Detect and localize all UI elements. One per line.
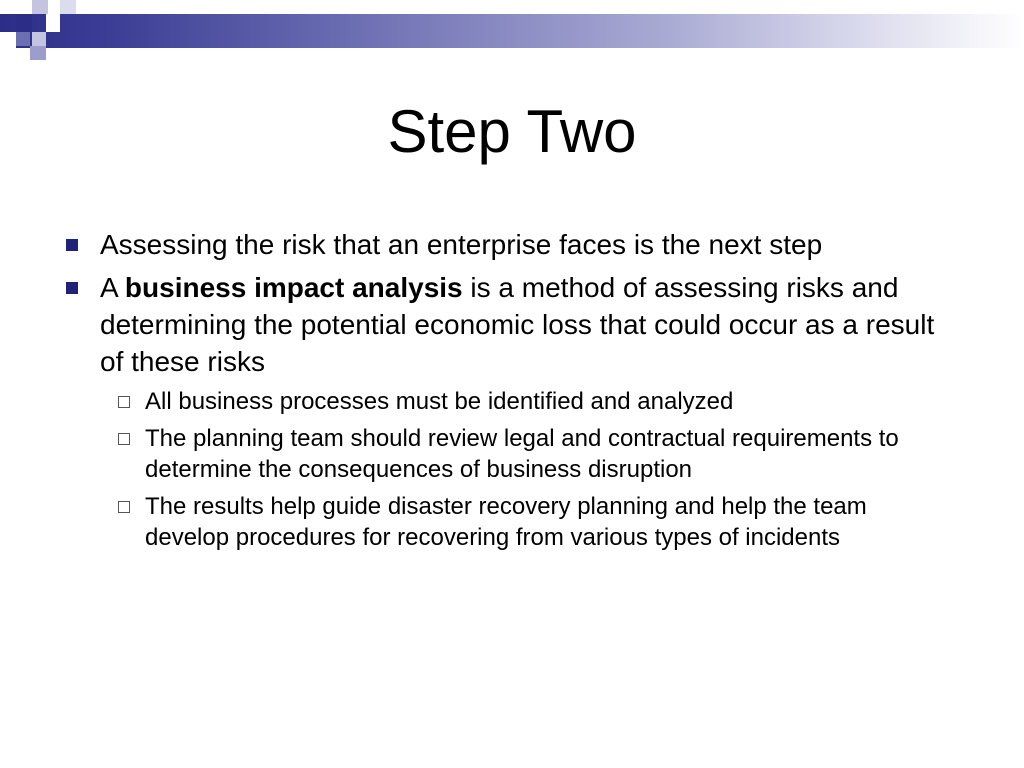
slide-title: Step Two: [387, 98, 637, 165]
bullet-item: [60, 269, 940, 380]
slide-body: [60, 226, 940, 559]
decor-square-dark: [16, 14, 32, 32]
sub-bullet-item: [60, 423, 940, 485]
sub-bullet-text: All business processes must be identified and analyzed: [145, 388, 734, 415]
bullet-text-prefix: A: [100, 272, 125, 303]
hollow-square-bullet-icon: [118, 433, 130, 445]
decor-square-white: [0, 32, 16, 48]
sub-bullet-item: [60, 386, 940, 417]
bullet-text-suffix: is a method of assessing risks and determining the potential economic loss that could occur as a result of these risks: [100, 272, 935, 377]
bullet-item: [60, 226, 940, 263]
square-bullet-icon: [66, 239, 78, 251]
sub-bullet-text: The planning team should review legal and contractual requirements to determine the consequences of business disruption: [145, 425, 899, 483]
hollow-square-bullet-icon: [118, 396, 130, 408]
decor-square-pale: [60, 0, 76, 14]
decor-square-white: [46, 14, 60, 32]
decor-square-light: [32, 32, 46, 46]
decor-square-medium: [16, 32, 30, 46]
bullet-text-bold-term: business impact analysis: [124, 272, 463, 303]
hollow-square-bullet-icon: [118, 501, 130, 513]
bullet-text: Assessing the risk that an enterprise faces is the next step: [100, 229, 823, 260]
decor-square-medium: [30, 46, 46, 60]
sub-bullet-text: The results help guide disaster recovery planning and help the team develop procedures for recovering from various types of incidents: [145, 493, 867, 551]
sub-bullet-item: [60, 491, 940, 553]
square-bullet-icon: [66, 282, 78, 294]
header-gradient-bar: [0, 14, 1024, 48]
decor-square-light: [32, 0, 48, 14]
